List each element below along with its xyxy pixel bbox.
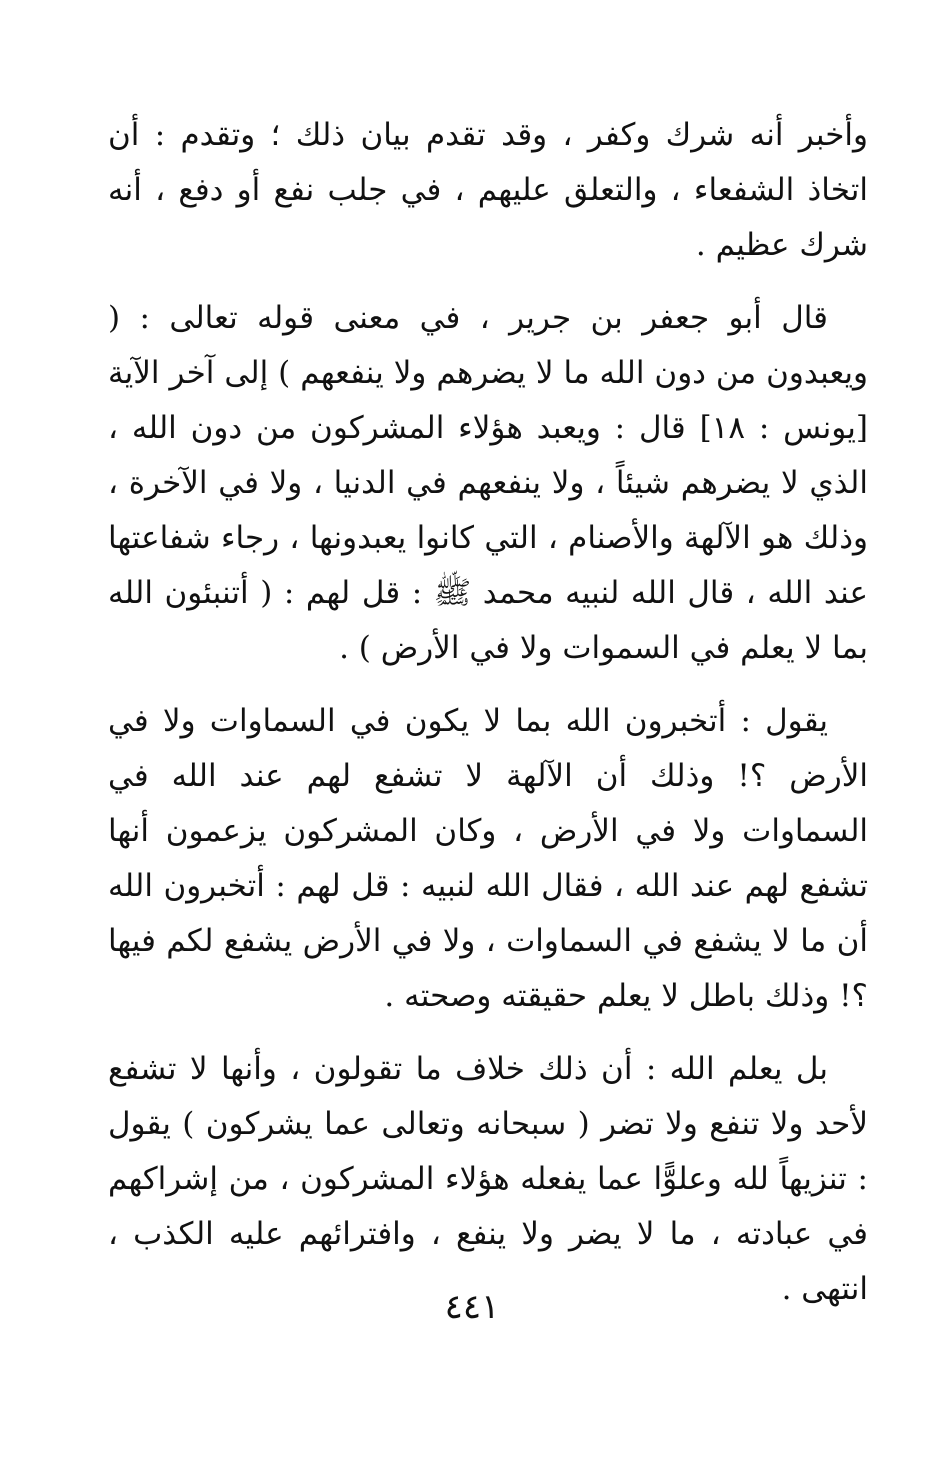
page-body	[108, 108, 868, 1317]
paragraph-2: قال أبو جعفر بن جرير ، في معنى قوله تعالى : ( ويعبدون من دون الله ما لا يضرهم ولا ينفعهم ) إلى آخر الآية [يونس : ١٨] قال : ويعبد هؤلاء المشركون من دون الله ، الذي لا يضرهم شيئاً ، ولا ينفعهم في الدنيا ، ولا في الآخرة ، وذلك هو الآلهة والأصنام ، التي كانوا يعبدونها ، رجاء شفاعتها عند الله ، قال الله لنبيه محمد ﷺ : قل لهم : ( أتنبئون الله بما لا يعلم في السموات ولا في الأرض ) .	[108, 300, 868, 666]
paragraph-4: بل يعلم الله : أن ذلك خلاف ما تقولون ، وأنها لا تشفع لأحد ولا تنفع ولا تضر ( سبحانه وتعالى عما يشركون ) يقول : تنزيهاً لله وعلوًّا عما يفعله هؤلاء المشركون ، من إشراكهم في عبادته ، ما لا يضر ولا ينفع ، وافترائهم عليه الكذب ، انتهى .	[108, 1051, 868, 1307]
page-number: ٤٤١	[444, 1287, 500, 1327]
paragraph-1: وأخبر أنه شرك وكفر ، وقد تقدم بيان ذلك ؛ وتقدم : أن اتخاذ الشفعاء ، والتعلق عليهم ، في جلب نفع أو دفع ، أنه شرك عظيم .	[108, 117, 868, 263]
paragraph-3: يقول : أتخبرون الله بما لا يكون في السماوات ولا في الأرض ؟! وذلك أن الآلهة لا تشفع لهم عند الله في السماوات ولا في الأرض ، وكان المشركون يزعمون أنها تشفع لهم عند الله ، فقال الله لنبيه : قل لهم : أتخبرون الله أن ما لا يشفع في السماوات ، ولا في الأرض يشفع لكم فيها ؟! وذلك باطل لا يعلم حقيقته وصحته .	[108, 703, 868, 1014]
